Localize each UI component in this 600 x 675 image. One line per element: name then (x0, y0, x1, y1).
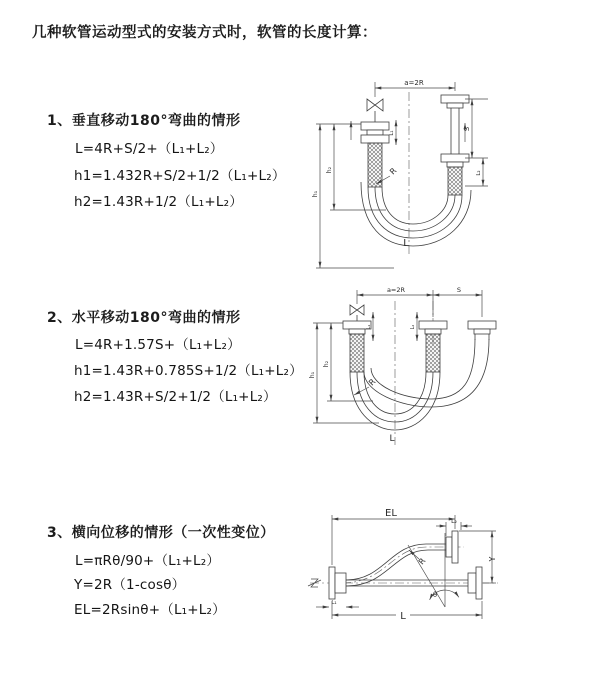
braided-hose-section (368, 143, 382, 187)
section-3-formula-L: L=πRθ/90+（L₁+L₂） (75, 553, 221, 569)
dim-label-l1: L₁ (389, 130, 395, 136)
dim-label-l: L (400, 611, 406, 622)
dim-label-r: R (367, 377, 378, 388)
dim-label-l2: L₂ (451, 518, 457, 525)
section-2-heading: 2、水平移动180°弯曲的情形 (47, 310, 241, 326)
section-1-heading: 1、垂直移动180°弯曲的情形 (47, 113, 241, 129)
section-3-formula-EL: EL=2Rsinθ+（L₁+L₂） (74, 602, 226, 618)
dim-label-el: EL (385, 508, 397, 519)
section-1-formula-h1: h1=1.432R+S/2+1/2（L₁+L₂） (74, 168, 286, 184)
dimension-a2r (375, 79, 455, 97)
dimension-l1 (366, 312, 373, 341)
right-pipe-assembly (441, 95, 469, 195)
section-3-formula-Y: Y=2R（1-cosθ） (74, 577, 186, 593)
middle-pipe-assembly (419, 321, 447, 372)
dim-label-l1: L₁ (331, 600, 337, 606)
dim-label-theta: θ (432, 591, 438, 599)
section-1-formula-L: L=4R+S/2+（L₁+L₂） (75, 141, 224, 157)
left-flange (329, 567, 346, 599)
dimension-l (332, 601, 482, 622)
diagram-lateral-displacement (298, 503, 600, 645)
dim-label-l: L (403, 238, 409, 249)
left-pipe-assembly (361, 99, 389, 187)
right-pipe-assembly (468, 321, 496, 340)
left-pipe-assembly (343, 305, 371, 372)
valve-icon (367, 99, 375, 111)
page-title: 几种软管运动型式的安装方式时，软管的长度计算： (32, 25, 377, 41)
dim-label-h1: h₁ (312, 190, 319, 198)
dimension-a2r (357, 286, 482, 317)
braided-hose-section (426, 334, 440, 372)
centerline-break-mark (308, 579, 321, 587)
section-2-formula-h2: h2=1.43R+S/2+1/2（L₁+L₂） (74, 389, 277, 405)
section-2-formula-L: L=4R+1.57S+（L₁+L₂） (75, 337, 241, 353)
dimension-h1 (309, 323, 379, 423)
radius-annotation (409, 550, 428, 566)
dim-label-h2: h₂ (323, 360, 330, 368)
dim-label-l2: L₂ (410, 324, 416, 330)
dim-label-l2: L₂ (476, 170, 482, 176)
dimension-s (463, 99, 488, 158)
dim-label-y: Y (488, 556, 497, 562)
dim-label-a2r: a=2R (404, 79, 424, 87)
dim-label-l1: L₁ (366, 324, 372, 330)
section-2-formula-h1: h1=1.43R+0.785S+1/2（L₁+L₂） (74, 363, 303, 379)
dimension-l1 (389, 120, 396, 145)
dim-label-a2r: a=2R (386, 286, 406, 294)
dimension-s (433, 286, 482, 295)
section-3-heading: 3、横向位移的情形（一次性变位） (47, 525, 275, 541)
diagram-vertical-180-bend (306, 72, 594, 272)
braided-hose-section (448, 167, 462, 195)
dim-label-s: S (456, 286, 462, 294)
upper-right-flange (446, 531, 458, 563)
dimension-l1 (316, 600, 359, 607)
section-1-formula-h2: h2=1.43R+1/2（L₁+L₂） (74, 194, 243, 210)
dim-label-l: L (389, 434, 395, 444)
dimension-l2 (410, 312, 417, 341)
dimension-h2 (323, 323, 373, 401)
valve-icon (350, 305, 357, 315)
braided-hose-section (350, 334, 364, 372)
dim-label-r: R (416, 556, 428, 567)
dim-label-r: R (388, 166, 399, 177)
lower-right-flange (468, 567, 482, 599)
diagram-horizontal-180-bend (303, 283, 600, 455)
dim-label-s: S (463, 126, 471, 132)
dim-label-h1: h₁ (309, 371, 316, 379)
dim-label-h2: h₂ (326, 166, 333, 174)
